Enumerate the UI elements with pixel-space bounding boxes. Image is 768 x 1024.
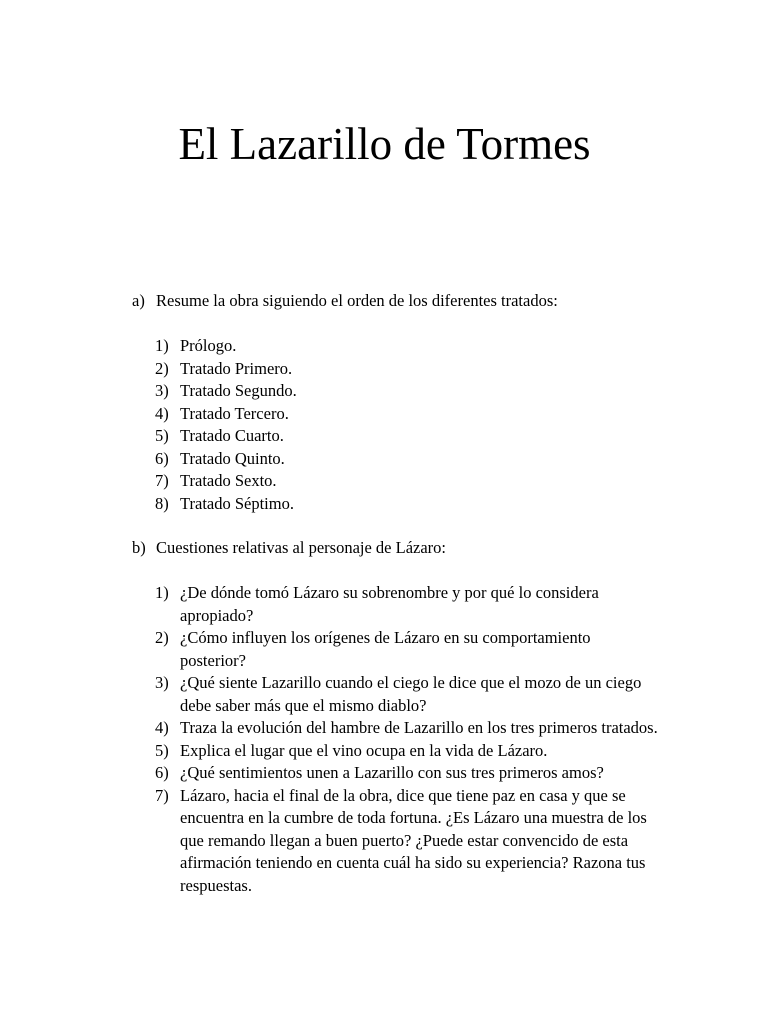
list-item [155, 582, 692, 627]
list-item [155, 627, 692, 672]
document-title: El Lazarillo de Tormes [178, 119, 591, 169]
list-item-number: 4) [155, 718, 169, 737]
list-item-text: Tratado Primero. [180, 358, 293, 378]
list-item-text: ¿Cómo influyen los orígenes de Lázaro en su comportamiento posterior? [180, 628, 591, 670]
list-item-number: 5) [155, 426, 169, 445]
section-a-list [132, 335, 692, 515]
list-item-number: 4) [155, 403, 169, 423]
list-item-text: Prólogo. [180, 336, 237, 355]
list-item-text: Explica el lugar que el vino ocupa en la vida de Lázaro. [180, 740, 548, 760]
list-item-text: Tratado Quinto. [180, 448, 285, 468]
list-item [155, 762, 692, 785]
list-item-number: 1) [155, 583, 169, 602]
section-a-marker: a) [132, 291, 145, 310]
list-item [155, 717, 692, 740]
section-a [132, 290, 692, 515]
list-item-number: 6) [155, 448, 169, 468]
section-b-heading-text: Cuestiones relativas al personaje de Lázaro: [156, 538, 447, 557]
list-item-text: Tratado Segundo. [180, 381, 297, 400]
list-item-text: Tratado Tercero. [180, 403, 289, 423]
section-b [132, 537, 692, 897]
list-item-text: Traza la evolución del hambre de Lazarillo en los tres primeros tratados. [180, 718, 658, 737]
list-item [155, 448, 692, 471]
list-item-text: Tratado Séptimo. [180, 493, 294, 513]
list-item-number: 2) [155, 358, 169, 378]
list-item-number: 8) [155, 493, 169, 513]
section-b-heading [132, 537, 692, 560]
section-b-marker: b) [132, 538, 146, 557]
list-item-text: ¿De dónde tomó Lázaro su sobrenombre y por qué lo considera apropiado? [180, 583, 599, 625]
list-item [155, 672, 692, 717]
list-item-text: ¿Qué siente Lazarillo cuando el ciego le dice que el mozo de un ciego debe saber más que el mismo diablo? [180, 673, 642, 715]
list-item-number: 1) [155, 336, 169, 355]
list-item-number: 3) [155, 673, 169, 692]
list-item-number: 3) [155, 381, 169, 400]
list-item [155, 470, 692, 493]
list-item [155, 380, 692, 403]
list-item-number: 7) [155, 785, 169, 805]
list-item [155, 335, 692, 358]
section-b-list [132, 582, 692, 897]
list-item [155, 358, 692, 381]
list-item-number: 2) [155, 628, 169, 647]
list-item [155, 740, 692, 763]
list-item-number: 6) [155, 763, 169, 782]
list-item [155, 493, 692, 516]
list-item-text: Tratado Cuarto. [180, 426, 284, 445]
list-item-number: 5) [155, 740, 169, 760]
list-item [155, 425, 692, 448]
section-a-heading [132, 290, 692, 313]
list-item-text: ¿Qué sentimientos unen a Lazarillo con sus tres primeros amos? [180, 763, 604, 782]
list-item [155, 785, 692, 898]
list-item-number: 7) [155, 471, 169, 490]
list-item [155, 403, 692, 426]
list-item-text: Tratado Sexto. [180, 471, 277, 490]
list-item-text: Lázaro, hacia el final de la obra, dice que tiene paz en casa y que se encuentra en la cumbre de toda fortuna. ¿Es Lázaro una muestra de los que remando llegan a buen puerto? ¿Puede estar convencido de esta afirmación teniendo en cuenta cuál ha sido su experiencia? Razona tus respuestas. [180, 785, 647, 895]
section-a-heading-text: Resume la obra siguiendo el orden de los diferentes tratados: [156, 291, 558, 310]
